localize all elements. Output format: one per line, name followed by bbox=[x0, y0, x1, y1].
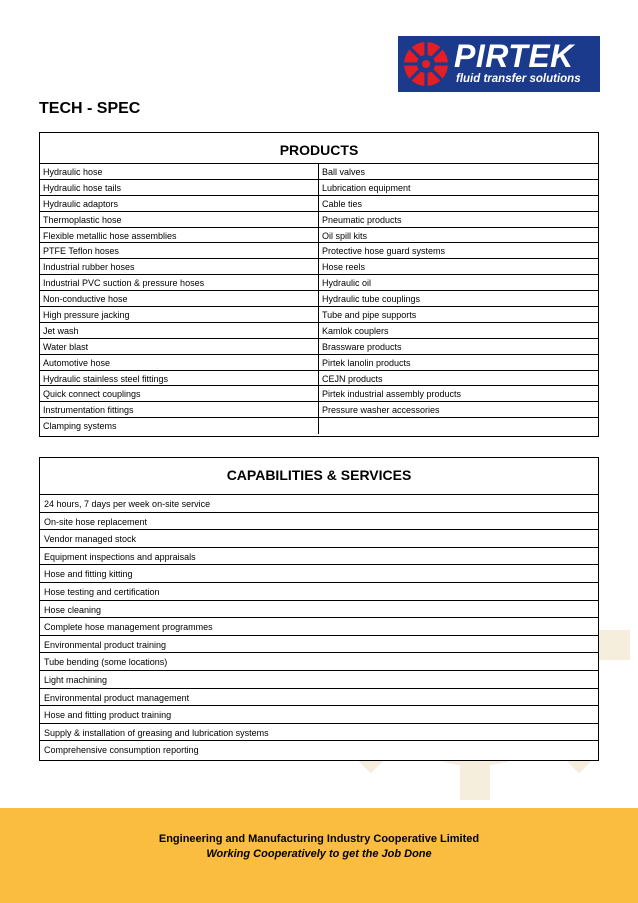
pirtek-logo bbox=[398, 36, 600, 92]
product-cell-right: Lubrication equipment bbox=[319, 180, 598, 196]
product-cell-left: Automotive hose bbox=[40, 355, 319, 371]
product-cell-right: Ball valves bbox=[319, 164, 598, 180]
product-cell-left: Clamping systems bbox=[40, 418, 319, 434]
product-cell-right: Pirtek industrial assembly products bbox=[319, 386, 598, 402]
brand-name: PIRTEK bbox=[454, 38, 574, 74]
footer-band bbox=[0, 808, 638, 903]
pirtek-wheel-icon bbox=[402, 40, 450, 88]
capability-row: Hose testing and certification bbox=[40, 583, 598, 601]
product-cell-left: Instrumentation fittings bbox=[40, 402, 319, 418]
capability-row: Vendor managed stock bbox=[40, 530, 598, 548]
products-grid bbox=[40, 164, 598, 434]
capability-row: Environmental product management bbox=[40, 689, 598, 707]
capability-row: Equipment inspections and appraisals bbox=[40, 548, 598, 566]
product-cell-right: Hydraulic oil bbox=[319, 275, 598, 291]
page-title: TECH - SPEC bbox=[39, 100, 141, 117]
capability-row: Environmental product training bbox=[40, 636, 598, 654]
product-cell-left: Hydraulic hose tails bbox=[40, 180, 319, 196]
product-cell-right: Pressure washer accessories bbox=[319, 402, 598, 418]
capabilities-list bbox=[40, 495, 598, 759]
product-cell-left: Thermoplastic hose bbox=[40, 212, 319, 228]
product-cell-right: Hydraulic tube couplings bbox=[319, 291, 598, 307]
product-cell-right: Protective hose guard systems bbox=[319, 243, 598, 259]
product-cell-right: Oil spill kits bbox=[319, 228, 598, 244]
product-cell-left: Non-conductive hose bbox=[40, 291, 319, 307]
product-cell-left: Quick connect couplings bbox=[40, 386, 319, 402]
footer-slogan: Working Cooperatively to get the Job Done bbox=[206, 848, 432, 860]
product-cell-left: Jet wash bbox=[40, 323, 319, 339]
product-cell-left: Hydraulic adaptors bbox=[40, 196, 319, 212]
product-cell-right: CEJN products bbox=[319, 371, 598, 387]
product-cell-left: Hydraulic stainless steel fittings bbox=[40, 371, 319, 387]
product-cell-left: High pressure jacking bbox=[40, 307, 319, 323]
footer-organisation: Engineering and Manufacturing Industry Cooperative Limited bbox=[158, 833, 480, 845]
product-cell-left: Industrial rubber hoses bbox=[40, 259, 319, 275]
product-cell-right: Cable ties bbox=[319, 196, 598, 212]
product-cell-right: Tube and pipe supports bbox=[319, 307, 598, 323]
products-table bbox=[39, 132, 599, 437]
product-cell-right bbox=[319, 418, 598, 434]
product-cell-left: PTFE Teflon hoses bbox=[40, 243, 319, 259]
capability-row: 24 hours, 7 days per week on-site service bbox=[40, 495, 598, 513]
product-cell-left: Water blast bbox=[40, 339, 319, 355]
product-cell-right: Pneumatic products bbox=[319, 212, 598, 228]
capability-row: Hose cleaning bbox=[40, 601, 598, 619]
brand-tagline: fluid transfer solutions bbox=[456, 73, 581, 85]
capabilities-table bbox=[39, 457, 599, 761]
product-cell-left: Hydraulic hose bbox=[40, 164, 319, 180]
products-heading: PRODUCTS bbox=[40, 133, 598, 164]
capability-row: On-site hose replacement bbox=[40, 513, 598, 531]
capability-row: Complete hose management programmes bbox=[40, 618, 598, 636]
capability-row: Hose and fitting kitting bbox=[40, 565, 598, 583]
capability-row: Comprehensive consumption reporting bbox=[44, 745, 199, 756]
capability-row: Hose and fitting product training bbox=[40, 706, 598, 724]
capabilities-heading: CAPABILITIES & SERVICES bbox=[40, 458, 598, 495]
product-cell-left: Industrial PVC suction & pressure hoses bbox=[40, 275, 319, 291]
product-cell-right: Brassware products bbox=[319, 339, 598, 355]
product-cell-right: Hose reels bbox=[319, 259, 598, 275]
capability-row: Tube bending (some locations) bbox=[40, 653, 598, 671]
product-cell-right: Kamlok couplers bbox=[319, 323, 598, 339]
product-cell-left: Flexible metallic hose assemblies bbox=[40, 228, 319, 244]
capability-row: Light machining bbox=[40, 671, 598, 689]
capability-row: Supply & installation of greasing and lubrication systems bbox=[40, 724, 598, 742]
product-cell-right: Pirtek lanolin products bbox=[319, 355, 598, 371]
